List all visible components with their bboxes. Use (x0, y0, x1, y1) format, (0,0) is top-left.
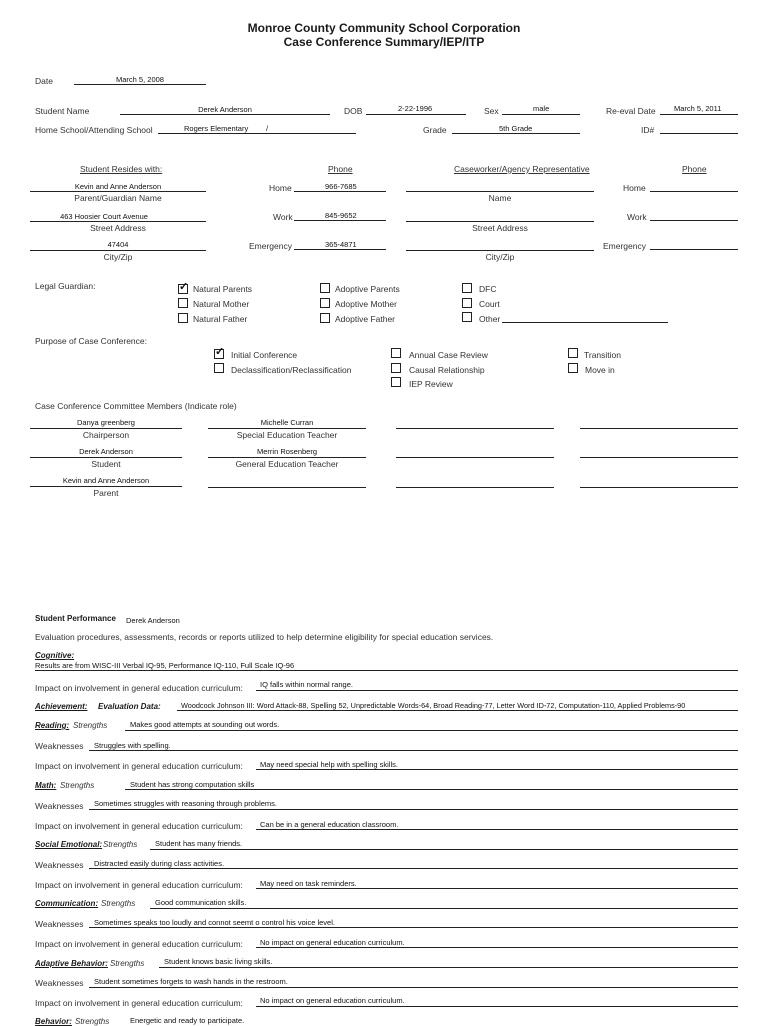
date-line (74, 84, 206, 85)
strength-line (150, 908, 738, 909)
weaknesses-label: Weaknesses (35, 919, 84, 929)
home-phone-label: Home (269, 183, 292, 193)
performance-heading: Student Performance (35, 614, 116, 623)
cw-work-line[interactable] (650, 220, 738, 221)
work-phone-line (294, 220, 386, 221)
move-in-checkbox[interactable] (568, 363, 578, 373)
dob-line (366, 114, 466, 115)
caseworker-heading: Caseworker/Agency Representative (454, 164, 590, 174)
section-label-math: Math: (35, 781, 57, 790)
impact-label: Impact on involvement in general education curriculum: (35, 821, 243, 831)
section-label-social-emotional: Social Emotional: (35, 840, 103, 849)
street-line (30, 221, 206, 222)
guardian-name-value[interactable]: Kevin and Anne Anderson (74, 182, 162, 191)
impact-line (256, 1006, 738, 1007)
impact-value[interactable]: Can be in a general education classroom. (260, 820, 399, 829)
member-role: Special Education Teacher (236, 430, 338, 440)
member-line-empty[interactable] (208, 487, 366, 488)
impact-line (256, 829, 738, 830)
strength-value[interactable]: Student knows basic living skills. (164, 957, 273, 966)
impact-line (256, 888, 738, 889)
impact-label: Impact on involvement in general education curriculum: (35, 998, 243, 1008)
strengths-label: Strengths (101, 899, 136, 908)
weakness-line (89, 927, 738, 928)
other-checkbox[interactable] (462, 312, 472, 322)
sex-label: Sex (484, 106, 499, 116)
student-name-value[interactable]: Derek Anderson (198, 105, 252, 114)
school-value[interactable]: Rogers Elementary (184, 124, 249, 133)
weakness-value[interactable]: Sometimes speaks too loudly and connot seemt o control his voice level. (94, 918, 335, 927)
guardian-name-caption: Parent/Guardian Name (74, 193, 162, 203)
strength-value[interactable]: Student has many friends. (155, 839, 243, 848)
cw-home-line[interactable] (650, 191, 738, 192)
home-phone-value[interactable]: 966-7685 (325, 182, 357, 191)
reeval-line (660, 114, 738, 115)
member-name[interactable]: Merrin Rosenberg (256, 447, 318, 456)
member-line-empty[interactable] (396, 487, 554, 488)
date-value[interactable]: March 5, 2008 (116, 75, 164, 84)
declassification-checkbox[interactable] (214, 363, 224, 373)
member-role: Chairperson (82, 430, 130, 440)
school-line (158, 133, 356, 134)
sex-value[interactable]: male (533, 104, 550, 113)
natural-parents-checkbox[interactable] (178, 284, 188, 294)
strength-line (125, 789, 738, 790)
strength-value[interactable]: Makes good attempts at sounding out words. (130, 720, 280, 729)
impact-label: Impact on involvement in general education curriculum: (35, 761, 243, 771)
document-subtitle: Case Conference Summary/IEP/ITP (283, 35, 485, 49)
impact-line (256, 769, 738, 770)
work-phone-value[interactable]: 845-9652 (325, 211, 357, 220)
performance-student: Derek Anderson (126, 616, 180, 625)
caseworker-zip-caption: City/Zip (485, 252, 515, 262)
reeval-label: Re-eval Date (606, 106, 656, 116)
adoptive-father-label: Adoptive Father (335, 314, 396, 324)
impact-value[interactable]: No impact on general education curriculum. (260, 996, 405, 1005)
caseworker-zip-line[interactable] (406, 250, 594, 251)
purpose-label: Purpose of Case Conference: (35, 336, 147, 346)
member-line-empty[interactable] (580, 428, 738, 429)
resides-heading: Student Resides with: (80, 164, 163, 174)
achievement-line (177, 710, 738, 711)
impact-label: Impact on involvement in general education curriculum: (35, 939, 243, 949)
member-line-empty[interactable] (396, 428, 554, 429)
initial-conference-checkbox[interactable] (214, 349, 224, 359)
strength-value[interactable]: Energetic and ready to participate. (130, 1016, 245, 1025)
annual-review-checkbox[interactable] (391, 348, 401, 358)
cw-emergency-line[interactable] (650, 249, 738, 250)
strength-line (125, 730, 738, 731)
reeval-value[interactable]: March 5, 2011 (674, 104, 722, 113)
weakness-value[interactable]: Sometimes struggles with reasoning through problems. (94, 799, 278, 808)
weaknesses-label: Weaknesses (35, 741, 84, 751)
school-separator: / (266, 124, 269, 133)
id-line[interactable] (660, 133, 738, 134)
member-name[interactable]: Kevin and Anne Anderson (62, 476, 150, 485)
transition-checkbox[interactable] (568, 348, 578, 358)
strengths-label: Strengths (60, 781, 95, 790)
dfc-checkbox[interactable] (462, 283, 472, 293)
zip-caption: City/Zip (103, 252, 133, 262)
section-label-adaptive-behavior: Adaptive Behavior: (35, 959, 108, 968)
caseworker-name-caption: Name (488, 193, 512, 203)
natural-mother-checkbox[interactable] (178, 298, 188, 308)
legal-guardian-label: Legal Guardian: (35, 281, 96, 291)
dfc-label: DFC (479, 284, 497, 294)
strengths-label: Strengths (103, 840, 138, 849)
cognitive-line (35, 670, 738, 671)
cw-home-label: Home (623, 183, 646, 193)
court-label: Court (479, 299, 500, 309)
impact-value[interactable]: May need on task reminders. (260, 879, 357, 888)
adoptive-parents-label: Adoptive Parents (335, 284, 400, 294)
dob-value[interactable]: 2-22-1996 (398, 104, 433, 113)
work-phone-label: Work (273, 212, 293, 222)
adoptive-father-checkbox[interactable] (320, 313, 330, 323)
dob-label: DOB (344, 106, 363, 116)
member-line (208, 457, 366, 458)
natural-father-label: Natural Father (193, 314, 248, 324)
committee-label: Case Conference Committee Members (Indicate role) (35, 401, 237, 411)
section-label-communication: Communication: (35, 899, 99, 908)
zip-line (30, 250, 206, 251)
weakness-line (89, 868, 738, 869)
section-label-reading: Reading: (35, 721, 70, 730)
cognitive-label: Cognitive: (35, 651, 75, 660)
evaluation-data-label: Evaluation Data: (98, 702, 161, 711)
member-role: Parent (93, 488, 119, 498)
weaknesses-label: Weaknesses (35, 978, 84, 988)
initial-conference-label: Initial Conference (231, 350, 298, 360)
member-line-empty[interactable] (396, 457, 554, 458)
member-line (208, 428, 366, 429)
grade-label: Grade (423, 125, 447, 135)
weakness-value[interactable]: Struggles with spelling. (94, 741, 171, 750)
street-caption: Street Address (90, 223, 146, 233)
iep-review-checkbox[interactable] (391, 377, 401, 387)
declassification-label: Declassification/Reclassification (231, 365, 352, 375)
impact-label: Impact on involvement in general education curriculum: (35, 683, 243, 693)
cw-emergency-label: Emergency (603, 241, 646, 251)
emergency-phone-line (294, 249, 386, 250)
causal-relationship-checkbox[interactable] (391, 363, 401, 373)
member-role: Student (91, 459, 121, 469)
zip-value[interactable]: 47404 (107, 240, 129, 249)
strengths-label: Strengths (75, 1017, 110, 1026)
phone-heading-2: Phone (682, 164, 707, 174)
strengths-label: Strengths (110, 959, 145, 968)
impact-value[interactable]: IQ falls within normal range. (260, 680, 353, 689)
cognitive-value[interactable]: Results are from WISC-III Verbal IQ-95, Performance IQ-110, Full Scale IQ-96 (35, 661, 295, 670)
impact-line (256, 690, 738, 691)
strength-value[interactable]: Good communication skills. (155, 898, 247, 907)
document-title: Monroe County Community School Corporation (247, 21, 521, 35)
guardian-name-line (30, 191, 206, 192)
adoptive-parents-checkbox[interactable] (320, 283, 330, 293)
annual-review-label: Annual Case Review (409, 350, 488, 360)
member-line (30, 457, 182, 458)
caseworker-street-line[interactable] (406, 221, 594, 222)
weakness-line (89, 809, 738, 810)
achievement-label: Achievement: (35, 702, 88, 711)
weakness-line (89, 750, 738, 751)
weaknesses-label: Weaknesses (35, 860, 84, 870)
student-name-line (120, 114, 330, 115)
member-line (30, 428, 182, 429)
school-label: Home School/Attending School (35, 125, 153, 135)
weakness-value[interactable]: Distracted easily during class activities. (94, 859, 225, 868)
member-name[interactable]: Derek Anderson (79, 447, 133, 456)
section-label-behavior: Behavior: (35, 1017, 72, 1026)
transition-label: Transition (584, 350, 622, 360)
home-phone-line (294, 191, 386, 192)
emergency-phone-label: Emergency (249, 241, 292, 251)
adoptive-mother-label: Adoptive Mother (335, 299, 397, 309)
impact-line (256, 947, 738, 948)
member-line-empty[interactable] (580, 487, 738, 488)
natural-mother-label: Natural Mother (193, 299, 250, 309)
achievement-value[interactable]: Woodcock Johnson III: Word Attack-88, Spelling 52, Unpredictable Words-64, Broad Reading-77, Letter Word ID-72, Computation-110, Applied Problems-90 (181, 701, 686, 710)
member-line (30, 486, 182, 487)
caseworker-street-caption: Street Address (472, 223, 528, 233)
member-name[interactable]: Danya greenberg (77, 418, 135, 427)
strength-value[interactable]: Student has strong computation skills (130, 780, 255, 789)
weaknesses-label: Weaknesses (35, 801, 84, 811)
emergency-phone-value[interactable]: 365-4871 (325, 240, 357, 249)
other-label: Other (479, 314, 501, 324)
weakness-line (89, 987, 738, 988)
natural-father-checkbox[interactable] (178, 313, 188, 323)
strength-line (159, 967, 738, 968)
caseworker-name-line[interactable] (406, 191, 594, 192)
impact-label: Impact on involvement in general education curriculum: (35, 880, 243, 890)
move-in-label: Move in (585, 365, 615, 375)
grade-line (452, 133, 580, 134)
street-value[interactable]: 463 Hoosier Court Avenue (60, 212, 148, 221)
member-name[interactable]: Michelle Curran (260, 418, 314, 427)
performance-intro: Evaluation procedures, assessments, records or reports utilized to help determine eligibility for special education services. (35, 632, 494, 642)
strengths-label: Strengths (73, 721, 108, 730)
impact-value[interactable]: May need special help with spelling skills. (260, 760, 398, 769)
strength-line (150, 849, 738, 850)
impact-value[interactable]: No impact on general education curriculum. (260, 938, 405, 947)
date-label: Date (35, 76, 53, 86)
court-checkbox[interactable] (462, 298, 472, 308)
student-name-label: Student Name (35, 106, 90, 116)
grade-value[interactable]: 5th Grade (499, 124, 533, 133)
weakness-value[interactable]: Student sometimes forgets to wash hands in the restroom. (94, 977, 288, 986)
phone-heading: Phone (328, 164, 353, 174)
natural-parents-label: Natural Parents (193, 284, 253, 294)
causal-relationship-label: Causal Relationship (409, 365, 485, 375)
member-line-empty[interactable] (580, 457, 738, 458)
iep-review-label: IEP Review (409, 379, 453, 389)
member-role: General Education Teacher (235, 459, 339, 469)
cw-work-label: Work (627, 212, 647, 222)
adoptive-mother-checkbox[interactable] (320, 298, 330, 308)
id-label: ID# (641, 125, 655, 135)
sex-line (502, 114, 580, 115)
other-line[interactable] (502, 322, 668, 323)
